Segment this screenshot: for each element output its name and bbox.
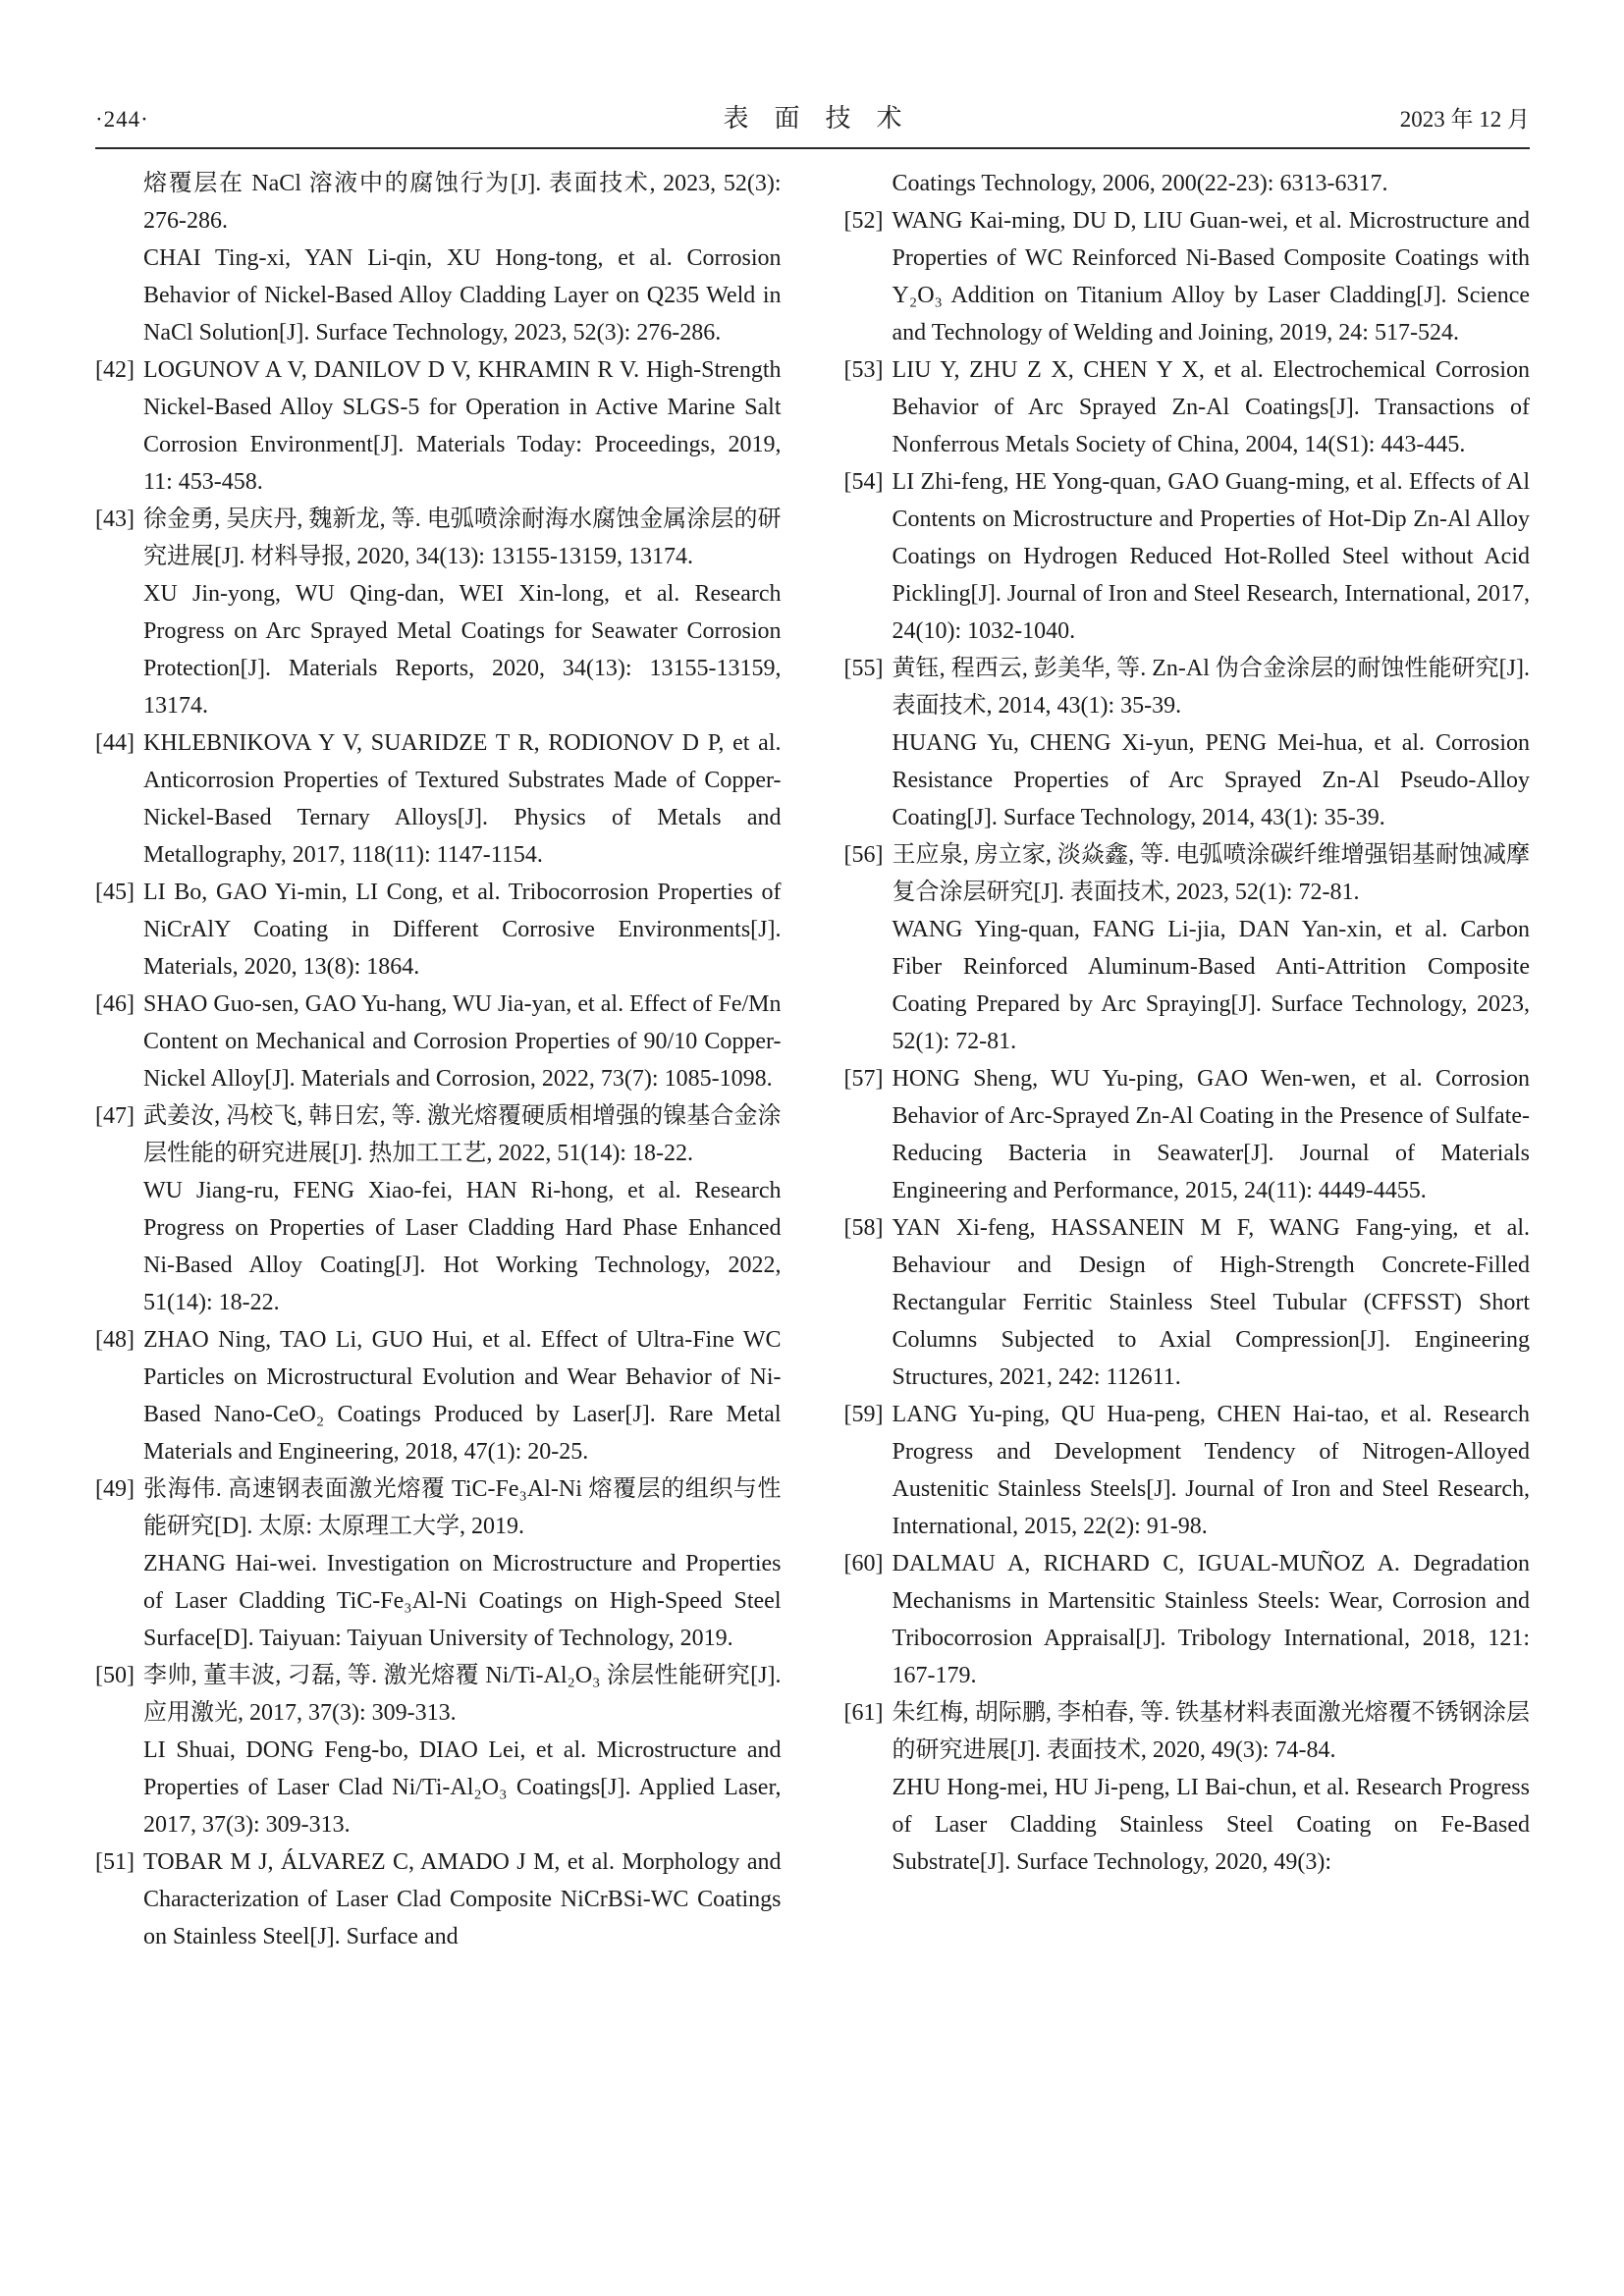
reference-text-en: LI Bo, GAO Yi-min, LI Cong, et al. Tribocorrosion Properties of NiCrAlY Coating in Different Corrosive Environments[J]. Materials, 2020, 13(8): 1864. [143, 880, 782, 980]
reference-number: [57] [843, 1066, 884, 1092]
reference-text-en: YAN Xi-feng, HASSANEIN M F, WANG Fang-ying, et al. Behaviour and Design of High-Strength Concrete-Filled Rectangular Ferritic Stainless Steel Tubular (CFFSST) Short Columns Subjected to Axial Compression[J]. Engineering Structures, 2021, 242: 112611. [892, 1215, 1530, 1390]
reference-entry [844, 650, 1531, 836]
reference-body [893, 1694, 1531, 1881]
reference-entry [844, 351, 1531, 463]
reference-number: [43] [95, 507, 135, 532]
reference-body [893, 202, 1531, 351]
reference-text-en: ZHAO Ning, TAO Li, GUO Hui, et al. Effect of Ultra-Fine WC Particles on Microstructural Evolution and Wear Behavior of Ni-Based Nano-CeO₂ Coatings Produced by Laser[J]. Rare Metal Materials and Engineering, 2018, 47(1): 20-25. [143, 1327, 782, 1465]
reference-number: [52] [843, 208, 884, 234]
reference-number: [51] [95, 1849, 135, 1875]
reference-number: [45] [95, 880, 135, 905]
reference-entry [95, 165, 782, 351]
reference-number: [56] [843, 842, 884, 868]
reference-entry [844, 202, 1531, 351]
reference-body [893, 351, 1531, 463]
reference-text-en: LIU Y, ZHU Z X, CHEN Y X, et al. Electrochemical Corrosion Behavior of Arc Sprayed Zn-Al Coatings[J]. Transactions of Nonferrous Metals Society of China, 2004, 14(S1): 443-445. [892, 357, 1530, 457]
reference-body [143, 1843, 782, 1955]
reference-text-en: DALMAU A, RICHARD C, IGUAL-MUÑOZ A. Degradation Mechanisms in Martensitic Stainless Steels: Wear, Corrosion and Tribocorrosion Appraisal[J]. Tribology International, 2018, 121: 167-179. [892, 1551, 1530, 1688]
reference-text-zh: 张海伟. 高速钢表面激光熔覆 TiC-Fe₃Al-Ni 熔覆层的组织与性能研究[D]. 太原: 太原理工大学, 2019. [143, 1476, 782, 1539]
reference-text-zh: 熔覆层在 NaCl 溶液中的腐蚀行为[J]. 表面技术, 2023, 52(3): 276-286. [143, 171, 782, 234]
reference-number: [53] [843, 357, 884, 383]
journal-title: 表 面 技 术 [723, 104, 902, 133]
reference-text-zh: 徐金勇, 吴庆丹, 魏新龙, 等. 电弧喷涂耐海水腐蚀金属涂层的研究进展[J]. 材料导报, 2020, 34(13): 13155-13159, 13174. [143, 507, 782, 569]
reference-number: [42] [95, 357, 135, 383]
reference-number: [48] [95, 1327, 135, 1353]
reference-body [143, 165, 782, 351]
reference-entry [95, 351, 782, 501]
reference-text-en: SHAO Guo-sen, GAO Yu-hang, WU Jia-yan, et al. Effect of Fe/Mn Content on Mechanical and Corrosion Properties of 90/10 Copper-Nickel Alloy[J]. Materials and Corrosion, 2022, 73(7): 1085-1098. [143, 991, 782, 1092]
references-right-column [844, 165, 1531, 1955]
reference-body [143, 501, 782, 724]
reference-text-en: KHLEBNIKOVA Y V, SUARIDZE T R, RODIONOV D P, et al. Anticorrosion Properties of Textured Substrates Made of Copper-Nickel-Based Ternary Alloys[J]. Physics of Metals and Metallography, 2017, 118(11): 1147-1154. [143, 730, 782, 868]
reference-entry [844, 1396, 1531, 1545]
reference-number: [49] [95, 1476, 135, 1502]
reference-body [143, 1097, 782, 1321]
reference-body [893, 836, 1531, 1060]
reference-body [143, 874, 782, 986]
reference-body [893, 1209, 1531, 1396]
references-left-column [95, 165, 782, 1955]
reference-text-en: XU Jin-yong, WU Qing-dan, WEI Xin-long, et al. Research Progress on Arc Sprayed Metal Coatings for Seawater Corrosion Protection[J]. Materials Reports, 2020, 34(13): 13155-13159, 13174. [143, 581, 782, 719]
reference-text-en: HUANG Yu, CHENG Xi-yun, PENG Mei-hua, et al. Corrosion Resistance Properties of Arc Sprayed Zn-Al Pseudo-Alloy Coating[J]. Surface Technology, 2014, 43(1): 35-39. [892, 730, 1530, 830]
reference-body [143, 351, 782, 501]
reference-entry [844, 1060, 1531, 1209]
reference-number: [59] [843, 1402, 884, 1427]
reference-entry [95, 1321, 782, 1470]
reference-body [893, 463, 1531, 650]
reference-number [844, 165, 893, 202]
reference-text-en: HONG Sheng, WU Yu-ping, GAO Wen-wen, et al. Corrosion Behavior of Arc-Sprayed Zn-Al Coating in the Presence of Sulfate-Reducing Bacteria in Seawater[J]. Journal of Materials Engineering and Performance, 2015, 24(11): 4449-4455. [892, 1066, 1530, 1203]
reference-entry [844, 463, 1531, 650]
reference-text-en: TOBAR M J, ÁLVAREZ C, AMADO J M, et al. Morphology and Characterization of Laser Clad Composite NiCrBSi-WC Coatings on Stainless Steel[J]. Surface and [143, 1849, 782, 1949]
references-content [95, 165, 1530, 1955]
header-divider [95, 147, 1530, 149]
reference-body [893, 650, 1531, 836]
reference-number: [58] [843, 1215, 884, 1241]
reference-text-en: WU Jiang-ru, FENG Xiao-fei, HAN Ri-hong, et al. Research Progress on Properties of Laser Cladding Hard Phase Enhanced Ni-Based Alloy Coating[J]. Hot Working Technology, 2022, 51(14): 18-22. [143, 1178, 782, 1315]
reference-entry [844, 836, 1531, 1060]
reference-entry [844, 1545, 1531, 1694]
page-number: ·244· [95, 107, 149, 132]
reference-body [143, 986, 782, 1097]
reference-text-zh: 黄钰, 程西云, 彭美华, 等. Zn-Al 伪合金涂层的耐蚀性能研究[J]. 表面技术, 2014, 43(1): 35-39. [892, 656, 1530, 719]
issue-date: 2023 年 12 月 [1399, 107, 1530, 132]
reference-body [893, 165, 1531, 202]
reference-entry [95, 874, 782, 986]
reference-entry [844, 1694, 1531, 1881]
reference-text-zh: 朱红梅, 胡际鹏, 李柏春, 等. 铁基材料表面激光熔覆不锈钢涂层的研究进展[J]. 表面技术, 2020, 49(3): 74-84. [892, 1700, 1530, 1763]
reference-number: [54] [843, 469, 884, 495]
reference-entry [844, 165, 1531, 202]
reference-text-en: ZHANG Hai-wei. Investigation on Microstructure and Properties of Laser Cladding TiC-Fe₃Al-Ni Coatings on High-Speed Steel Surface[D]. Taiyuan: Taiyuan University of Technology, 2019. [143, 1551, 782, 1651]
reference-body [893, 1396, 1531, 1545]
reference-entry [95, 1470, 782, 1657]
reference-number: [46] [95, 991, 135, 1017]
reference-text-en: ZHU Hong-mei, HU Ji-peng, LI Bai-chun, et al. Research Progress of Laser Cladding Stainless Steel Coating on Fe-Based Substrate[J]. Surface Technology, 2020, 49(3): [892, 1775, 1530, 1875]
reference-text-en: CHAI Ting-xi, YAN Li-qin, XU Hong-tong, et al. Corrosion Behavior of Nickel-Based Alloy Cladding Layer on Q235 Weld in NaCl Solution[J]. Surface Technology, 2023, 52(3): 276-286. [143, 245, 782, 346]
reference-text-en: WANG Kai-ming, DU D, LIU Guan-wei, et al. Microstructure and Properties of WC Reinforced Ni-Based Composite Coatings with Y₂O₃ Addition on Titanium Alloy by Laser Cladding[J]. Science and Technology of Welding and Joining, 2019, 24: 517-524. [892, 208, 1530, 346]
reference-body [143, 724, 782, 874]
reference-number: [50] [95, 1663, 135, 1688]
reference-text-zh: 李帅, 董丰波, 刁磊, 等. 激光熔覆 Ni/Ti-Al₂O₃ 涂层性能研究[J]. 应用激光, 2017, 37(3): 309-313. [143, 1663, 782, 1726]
reference-body [893, 1060, 1531, 1209]
reference-number: [44] [95, 730, 135, 756]
reference-text-en: LI Zhi-feng, HE Yong-quan, GAO Guang-ming, et al. Effects of Al Contents on Microstructure and Properties of Hot-Dip Zn-Al Alloy Coatings on Hydrogen Reduced Hot-Rolled Steel without Acid Pickling[J]. Journal of Iron and Steel Research, International, 2017, 24(10): 1032-1040. [892, 469, 1530, 644]
page-header [95, 98, 1530, 134]
reference-text-en: LOGUNOV A V, DANILOV D V, KHRAMIN R V. High-Strength Nickel-Based Alloy SLGS-5 for Operation in Active Marine Salt Corrosion Environment[J]. Materials Today: Proceedings, 2019, 11: 453-458. [143, 357, 782, 495]
reference-entry [95, 501, 782, 724]
reference-number: [61] [843, 1700, 884, 1726]
reference-text-en: LI Shuai, DONG Feng-bo, DIAO Lei, et al. Microstructure and Properties of Laser Clad Ni/Ti-Al₂O₃ Coatings[J]. Applied Laser, 2017, 37(3): 309-313. [143, 1737, 782, 1838]
reference-entry [95, 1097, 782, 1321]
reference-body [143, 1321, 782, 1470]
reference-text-en: Coatings Technology, 2006, 200(22-23): 6313-6317. [892, 171, 1388, 196]
reference-text-zh: 王应泉, 房立家, 淡焱鑫, 等. 电弧喷涂碳纤维增强铝基耐蚀减摩复合涂层研究[J]. 表面技术, 2023, 52(1): 72-81. [892, 842, 1530, 905]
reference-number [95, 165, 143, 351]
reference-body [143, 1470, 782, 1657]
reference-entry [95, 986, 782, 1097]
reference-text-zh: 武姜汝, 冯校飞, 韩日宏, 等. 激光熔覆硬质相增强的镍基合金涂层性能的研究进展[J]. 热加工工艺, 2022, 51(14): 18-22. [143, 1103, 782, 1166]
reference-text-en: WANG Ying-quan, FANG Li-jia, DAN Yan-xin, et al. Carbon Fiber Reinforced Aluminum-Based Anti-Attrition Composite Coating Prepared by Arc Spraying[J]. Surface Technology, 2023, 52(1): 72-81. [892, 917, 1530, 1054]
reference-number: [60] [843, 1551, 884, 1576]
reference-entry [95, 1657, 782, 1843]
reference-entry [95, 724, 782, 874]
reference-text-en: LANG Yu-ping, QU Hua-peng, CHEN Hai-tao, et al. Research Progress and Development Tendency of Nitrogen-Alloyed Austenitic Stainless Steels[J]. Journal of Iron and Steel Research, International, 2015, 22(2): 91-98. [892, 1402, 1530, 1539]
reference-entry [95, 1843, 782, 1955]
reference-body [893, 1545, 1531, 1694]
reference-entry [844, 1209, 1531, 1396]
reference-body [143, 1657, 782, 1843]
reference-number: [47] [95, 1103, 135, 1129]
reference-number: [55] [843, 656, 884, 681]
